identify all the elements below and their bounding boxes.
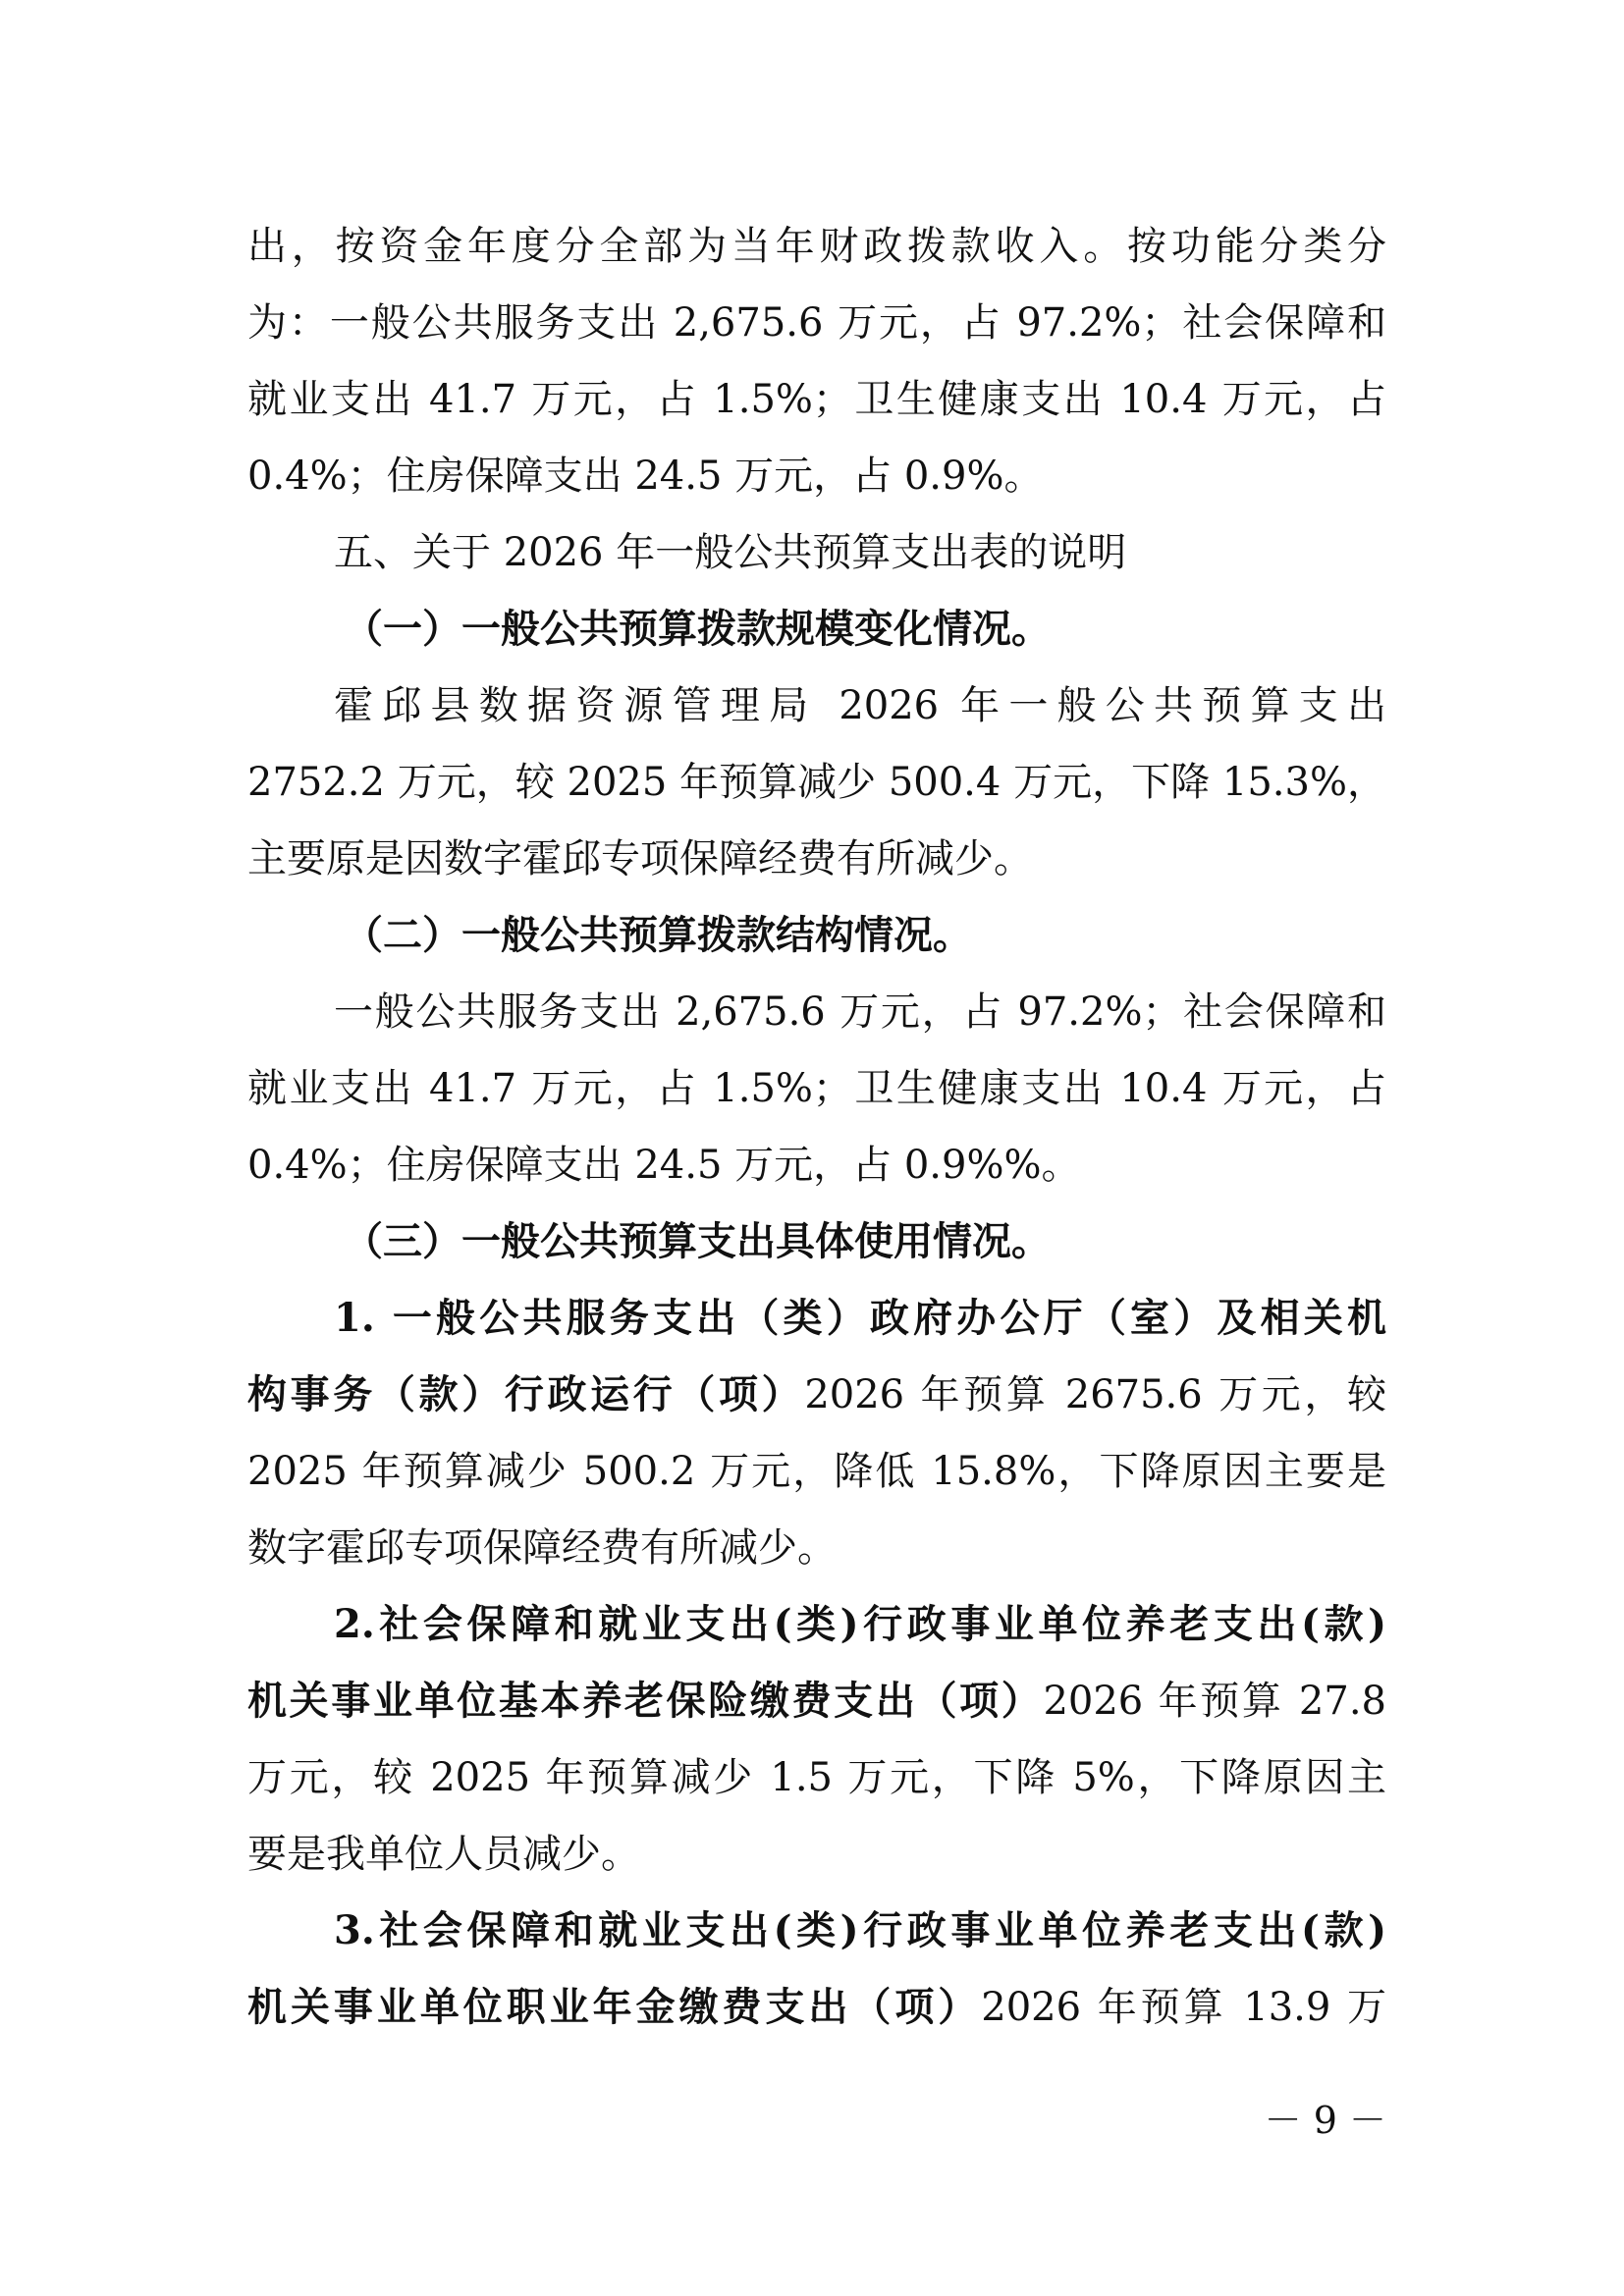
subsection-heading: （二）一般公共预算拨款结构情况。 [344,912,972,958]
paragraph-line: 一般公共服务支出 2,675.6 万元，占 97.2%；社会保障和 [334,989,1386,1035]
subsection-heading: （一）一般公共预算拨款规模变化情况。 [344,606,1051,652]
item-title-rest: 2026 年预算 27.8 [1043,1679,1386,1724]
item-title-line [247,1357,1386,1433]
item-title-bold: 机关事业单位职业年金缴费支出（项） [247,1984,982,2030]
paragraph-line: 为：一般公共服务支出 2,675.6 万元，占 97.2%；社会保障和 [247,300,1386,346]
item-title-line: 2.社会保障和就业支出(类)行政事业单位养老支出(款) [334,1601,1386,1647]
paragraph-line: 霍邱县数据资源管理局 2026 年一般公共预算支出 [334,683,1386,728]
paragraph-line: 要是我单位人员减少。 [247,1832,640,1877]
paragraph-line: 万元，较 2025 年预算减少 1.5 万元，下降 5%，下降原因主 [247,1755,1386,1800]
subsection-heading: （三）一般公共预算支出具体使用情况。 [344,1218,1051,1264]
paragraph-line: 数字霍邱专项保障经费有所减少。 [247,1525,837,1571]
paragraph-line: 就业支出 41.7 万元，占 1.5%；卫生健康支出 10.4 万元，占 [247,1066,1386,1111]
paragraph-line: 2752.2 万元，较 2025 年预算减少 500.4 万元，下降 15.3%， [247,760,1386,805]
page-number: － 9 － [1264,2099,1386,2142]
paragraph-line: 2025 年预算减少 500.2 万元，降低 15.8%，下降原因主要是 [247,1449,1386,1494]
paragraph-line: 出，按资金年度分全部为当年财政拨款收入。按功能分类分 [247,224,1386,269]
item-title-rest: 2026 年预算 2675.6 万元，较 [804,1372,1386,1417]
paragraph-line: 0.4%；住房保障支出 24.5 万元，占 0.9%。 [247,454,1044,499]
item-title-line [247,1969,1386,2046]
item-title-line [247,1663,1386,1739]
item-title-bold: 构事务（款）行政运行（项） [247,1371,805,1417]
item-title-line: 3.社会保障和就业支出(类)行政事业单位养老支出(款) [334,1907,1386,1953]
item-title-line: 1. 一般公共服务支出（类）政府办公厅（室）及相关机 [334,1295,1386,1341]
paragraph-line: 主要原是因数字霍邱专项保障经费有所减少。 [247,836,1033,881]
item-title-bold: 机关事业单位基本养老保险缴费支出（项） [247,1678,1044,1724]
item-title-rest: 2026 年预算 13.9 万 [981,1985,1386,2030]
paragraph-line: 就业支出 41.7 万元，占 1.5%；卫生健康支出 10.4 万元，占 [247,377,1386,422]
section-heading: 五、关于 2026 年一般公共预算支出表的说明 [334,530,1127,575]
paragraph-line: 0.4%；住房保障支出 24.5 万元，占 0.9%%。 [247,1143,1081,1188]
